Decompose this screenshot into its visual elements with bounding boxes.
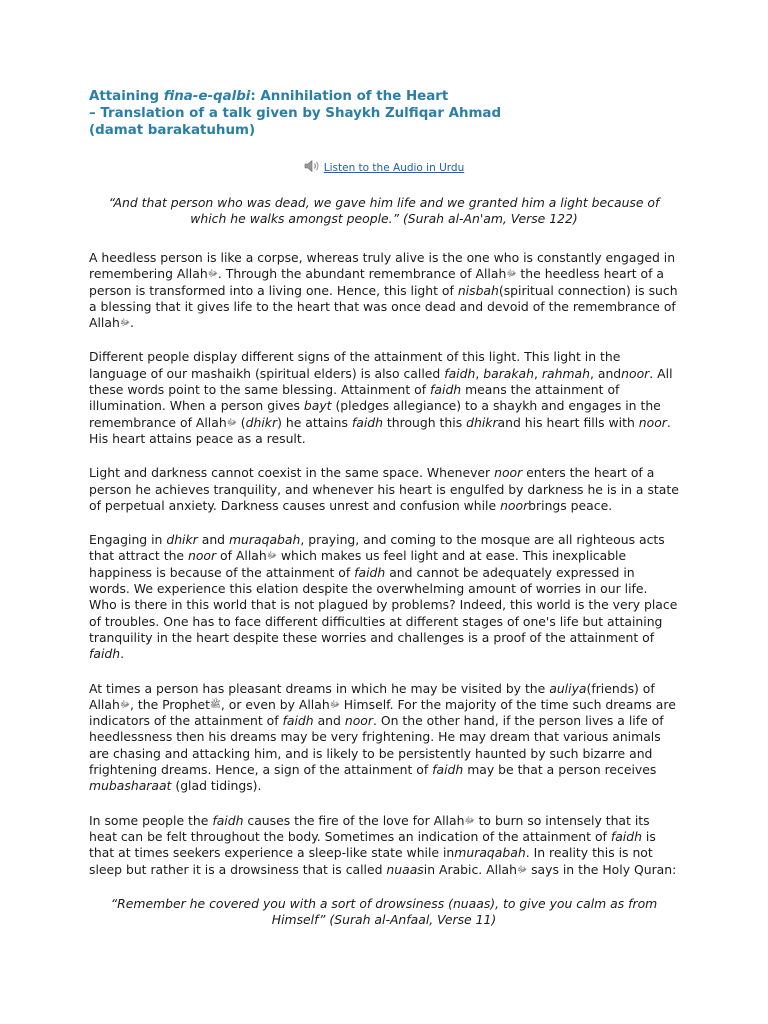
article-title [89, 88, 679, 139]
honorific-symbol-prophet: ﷺ [210, 699, 221, 710]
paragraph-4: Engaging in dhikr and muraqabah, praying, and coming to the mosque are all righteous acts that attract the noor of Allahﷻ which makes us feel light and at ease. This inexplicable happiness is because of the attainment of faidh and cannot be adequately expressed in words. We experience this elation despite the overwhelming amount of worries in our life. Who is there in this world that is not plagued by problems? Indeed, this world is the very place of troubles. One has to face different difficulties at different stages of one's life but attaining tranquility in the heart despite these worries and challenges is a proof of the attainment of faidh. [89, 532, 678, 662]
title-line1: Attaining fina-e-qalbi: Annihilation of the Heart [89, 89, 449, 104]
paragraph-1: A heedless person is like a corpse, whereas truly alive is the one who is constantly engaged in remembering Allahﷻ. Through the abundant remembrance of Allahﷻ the heedless heart of a person is transformed into a living one. Hence, this light of nisbah(spiritual connection) is such a blessing that it gives life to the heart that was once dead and devoid of the remembrance of Allahﷻ. [89, 250, 678, 331]
honorific-symbol: ﷻ [329, 699, 340, 710]
honorific-symbol: ﷻ [266, 551, 277, 562]
listen-audio-link[interactable]: Listen to the Audio in Urdu [323, 162, 465, 174]
paragraph-5: At times a person has pleasant dreams in which he may be visited by the auliya(friends) of Allahﷻ, the Prophetﷺ, or even by Allahﷻ Himself. For the majority of the time such dreams are indicators of the attainment of faidh and noor. On the other hand, if the person lives a life of heedlessness then his dreams may be very frightening. He may dream that various animals are chasing and attacking him, and is likely to be persistently haunted by such bizarre and frightening dreams. Hence, a sign of the attainment of faidh may be that a person receives mubasharaat (glad tidings). [89, 680, 676, 794]
title-line3: (damat barakatuhum) [89, 123, 256, 138]
honorific-symbol: ﷻ [506, 269, 517, 280]
title-italic-term: fina-e-qalbi [163, 89, 251, 104]
paragraph-3: Light and darkness cannot coexist in the same space. Whenever noor enters the heart of a person he achieves tranquility, and whenever his heart is engulfed by darkness he is in a state of perpetual anxiety. Darkness causes unrest and confusion while noorbrings peace. [89, 465, 679, 513]
honorific-symbol: ﷻ [207, 269, 218, 280]
paragraph-2: Different people display different signs of the attainment of this light. This light in the language of our mashaikh (spiritual elders) is also called faidh, barakah, rahmah, andnoor. All these words point to the same blessing. Attainment of faidh means the attainment of illumination. When a person gives bayt (pledges allegiance) to a shaykh and engages in the remembrance of Allahﷻ (dhikr) he attains faidh through this dhikrand his heart fills with noor. His heart attains peace as a result. [89, 349, 673, 446]
article [89, 88, 679, 928]
quote-surah-anfaal: “Remember he covered you with a sort of drowsiness (nuaas), to give you calm as from Himself” (Surah al-Anfaal, Verse 11) [110, 895, 658, 927]
honorific-symbol: ﷻ [119, 699, 130, 710]
quote-surah-anam: “And that person who was dead, we gave him life and we granted him a light because of which he walks amongst people.” (Surah al-An'am, Verse 122) [108, 195, 660, 226]
honorific-symbol: ﷻ [516, 864, 528, 875]
honorific-symbol: ﷻ [226, 417, 237, 428]
speaker-icon[interactable] [304, 159, 322, 173]
honorific-symbol: ﷻ [119, 318, 130, 329]
honorific-symbol: ﷻ [464, 815, 475, 826]
paragraph-6: In some people the faidh causes the fire of the love for Allahﷻ to burn so intensely that its heat can be felt throughout the body. Sometimes an indication of the attainment of faidh is that at times seekers experience a sleep-like state while inmuraqabah. In reality this is not sleep but rather it is a drowsiness that is called nuaasin Arabic. Allahﷻ says in the Holy Quran: [89, 812, 677, 877]
title-line2: – Translation of a talk given by Shaykh Zulfiqar Ahmad [89, 106, 502, 121]
audio-link-row [89, 159, 679, 175]
